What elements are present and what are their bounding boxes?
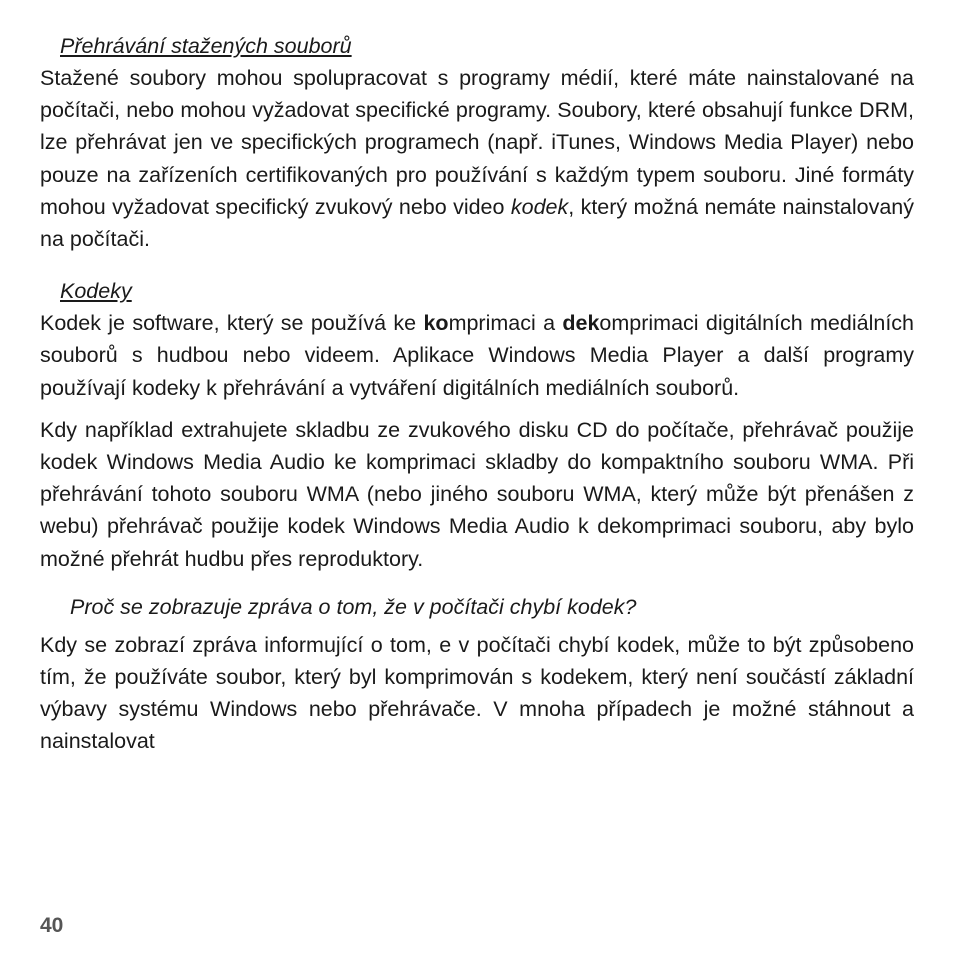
paragraph-text: mprimaci a bbox=[448, 311, 563, 336]
paragraph-text: omprimaci digitálních mediálních souborů s hudbou nebo videem. Aplikace Windows Media Player a další programy používají kodeky k přehrávání a vytváření digitálních mediálních souborů. bbox=[40, 311, 914, 400]
section-heading-codecs: Kodeky bbox=[60, 279, 132, 304]
bold-fragment-dek: dek bbox=[562, 311, 600, 336]
italic-term-kodek: kodek bbox=[510, 194, 569, 219]
paragraph-missing-codec: Kdy se zobrazí zpráva informující o tom, e v počítači chybí kodek, může to být způsobeno tím, že používáte soubor, který byl komprimován s kodekem, který není součástí základní výbavy systému Windows nebo přehrávače. V mnoha případech je možné stáhnout a nainstalovat bbox=[40, 632, 914, 754]
paragraph-codec-definition bbox=[40, 307, 914, 404]
paragraph-downloaded-files bbox=[40, 62, 914, 255]
section-heading-downloaded-files: Přehrávání stažených souborů bbox=[60, 34, 352, 58]
document-page bbox=[40, 30, 914, 758]
page-number: 40 bbox=[40, 914, 64, 937]
paragraph-text: Kodek je software, který se používá ke bbox=[40, 311, 424, 336]
paragraph-codec-example: Kdy například extrahujete skladbu ze zvukového disku CD do počítače, přehrávač použije kodek Windows Media Audio ke komprimaci skladby do kompaktního souboru WMA. Při přehrávání tohoto souboru WMA (nebo jiného souboru WMA, který může být přenášen z webu) přehrávač použije kodek Windows Media Audio k dekomprimaci souboru, aby bylo možné přehrát hudbu přes reproduktory. bbox=[40, 417, 914, 571]
paragraph-text-end: , který možná nemáte nainstalovaný na počítači. bbox=[40, 194, 915, 252]
bold-fragment-ko: ko bbox=[423, 311, 449, 336]
paragraph-text: Stažené soubory mohou spolupracovat s programy médií, které máte nainstalované na počítači, nebo mohou vyžadovat specifické programy. Soubory, které obsahují funkce DRM, lze přehrávat jen ve specifických programech (např. iTunes, Windows Media Player) nebo pouze na zařízeních certifikovaných pro používání s každým typem souboru. Jiné formáty mohou vyžadovat specifický zvukový nebo video bbox=[40, 66, 914, 219]
section-heading-missing-codec: Proč se zobrazuje zpráva o tom, že v počítači chybí kodek? bbox=[70, 594, 637, 619]
